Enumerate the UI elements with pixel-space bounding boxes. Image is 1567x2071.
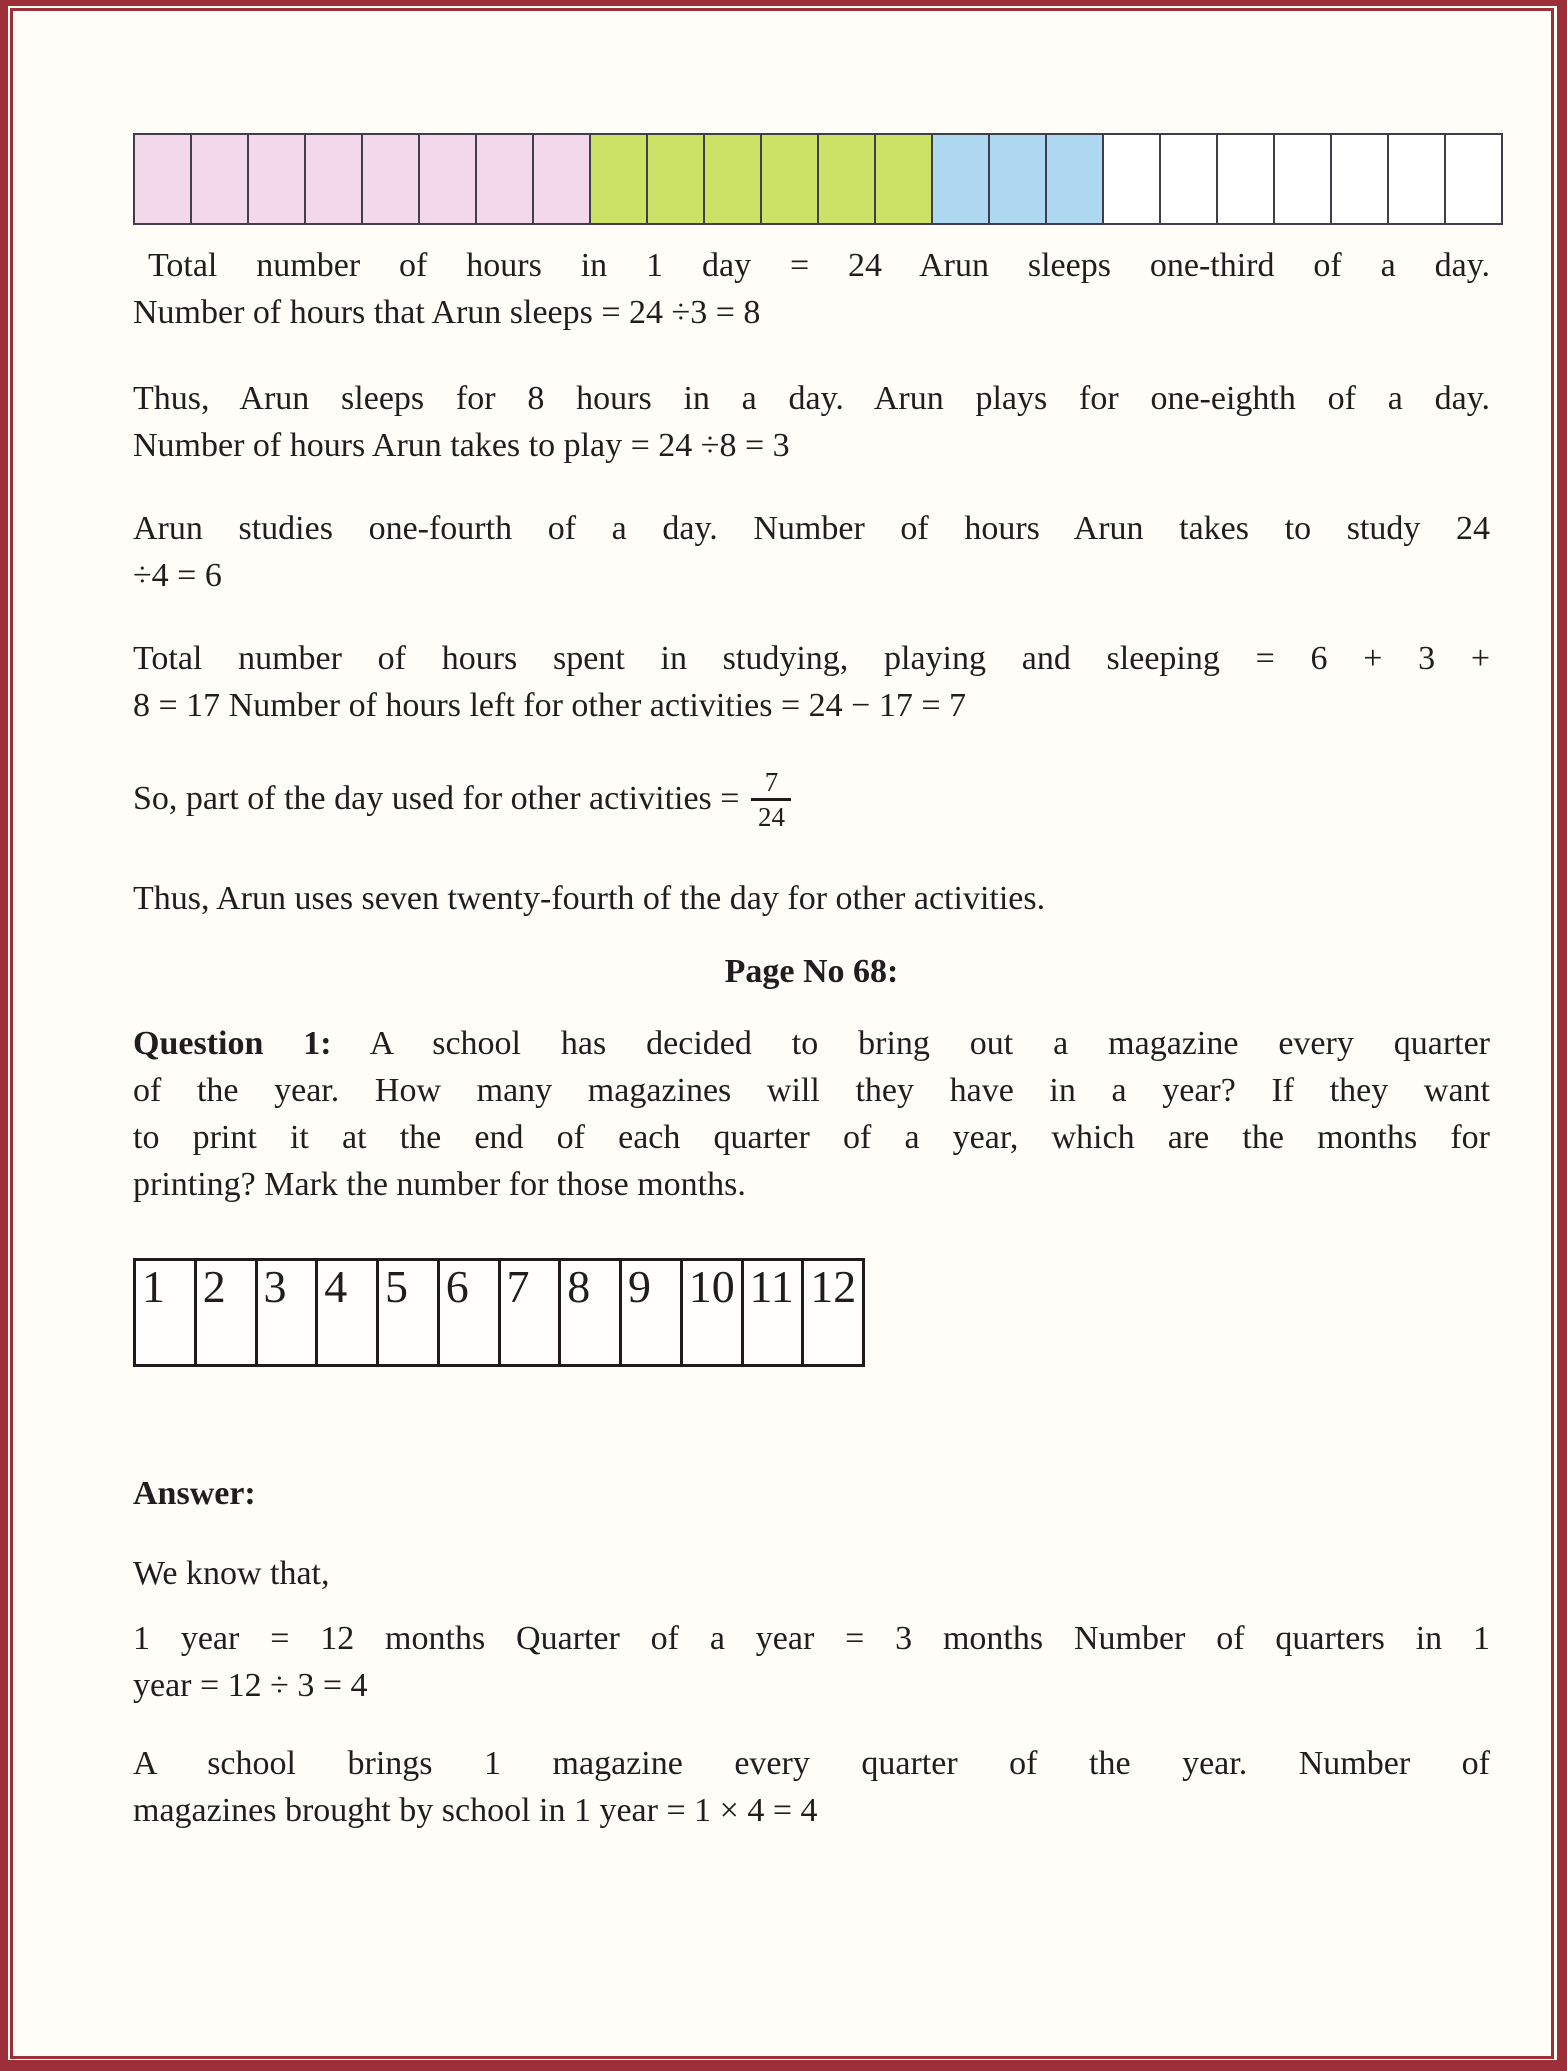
strip-cell-white bbox=[1387, 135, 1444, 223]
fraction-bar bbox=[751, 798, 791, 801]
question-line bbox=[133, 1020, 1490, 1067]
month-cell: 12 bbox=[801, 1261, 862, 1364]
question-label: Question 1: bbox=[133, 1025, 332, 1062]
strip-cell-green bbox=[817, 135, 874, 223]
strip-cell-blue bbox=[1045, 135, 1102, 223]
text-line: Arun studies one-fourth of a day. Number of hours Arun takes to study 24 bbox=[133, 510, 1490, 547]
month-cell: 1 bbox=[142, 1261, 165, 1312]
month-cell: 2 bbox=[194, 1261, 255, 1364]
strip-cell-white bbox=[1330, 135, 1387, 223]
month-cell: 9 bbox=[619, 1261, 680, 1364]
text-line: 8 = 17 Number of hours left for other activities = 24 − 17 = 7 bbox=[133, 687, 967, 724]
text-line: ÷4 = 6 bbox=[133, 557, 222, 594]
fraction-lead-text: So, part of the day used for other activities = bbox=[133, 780, 740, 817]
question-line: printing? Mark the number for those months. bbox=[133, 1166, 746, 1203]
question-line: of the year. How many magazines will they have in a year? If they want bbox=[133, 1072, 1490, 1109]
month-cell: 3 bbox=[255, 1261, 316, 1364]
strip-cell-pink bbox=[361, 135, 418, 223]
strip-cell-white bbox=[1273, 135, 1330, 223]
strip-cell-pink bbox=[532, 135, 589, 223]
text-line: Thus, Arun sleeps for 8 hours in a day. Arun plays for one-eighth of a day. bbox=[133, 380, 1490, 417]
strip-cell-white bbox=[1444, 135, 1501, 223]
text-line: Total number of hours spent in studying, playing and sleeping = 6 + 3 + bbox=[133, 640, 1490, 677]
answer-quarters-paragraph bbox=[133, 1615, 1490, 1709]
month-cell: 6 bbox=[437, 1261, 498, 1364]
strip-cell-green bbox=[760, 135, 817, 223]
text-line: 1 year = 12 months Quarter of a year = 3 months Number of quarters in 1 bbox=[133, 1620, 1490, 1657]
month-cell: 11 bbox=[741, 1261, 802, 1364]
strip-cell-green bbox=[703, 135, 760, 223]
strip-cell-blue bbox=[988, 135, 1045, 223]
strip-cell-pink bbox=[247, 135, 304, 223]
fraction-numerator: 7 bbox=[764, 766, 779, 797]
fraction-strip bbox=[133, 133, 1503, 225]
strip-cell-blue bbox=[931, 135, 988, 223]
strip-cell-green bbox=[646, 135, 703, 223]
strip-cell-pink bbox=[135, 135, 190, 223]
month-cell: 5 bbox=[376, 1261, 437, 1364]
text-line: Number of hours Arun takes to play = 24 ÷8 = 3 bbox=[133, 427, 790, 464]
answer-magazines-paragraph bbox=[133, 1740, 1490, 1834]
text-line: year = 12 ÷ 3 = 4 bbox=[133, 1667, 368, 1704]
strip-cell-pink bbox=[304, 135, 361, 223]
strip-cell-white bbox=[1159, 135, 1216, 223]
paragraph-hours-total bbox=[133, 242, 1490, 336]
strip-cell-green bbox=[589, 135, 646, 223]
text-line: Number of hours that Arun sleeps = 24 ÷3 = 8 bbox=[133, 294, 761, 331]
question-line: to print it at the end of each quarter of a year, which are the months for bbox=[133, 1119, 1490, 1156]
strip-cell-pink bbox=[190, 135, 247, 223]
paragraph-total-hours bbox=[133, 635, 1490, 729]
strip-cell-green bbox=[874, 135, 931, 223]
answer-heading: Answer: bbox=[133, 1475, 256, 1512]
text-line: Total number of hours in 1 day = 24 Arun sleeps one-third of a day. bbox=[148, 247, 1490, 284]
question-text: A school has decided to bring out a magazine every quarter bbox=[369, 1025, 1491, 1062]
text-line: A school brings 1 magazine every quarter of the year. Number of bbox=[133, 1745, 1490, 1782]
month-cell: 7 bbox=[498, 1261, 559, 1364]
month-cell: 10 bbox=[680, 1261, 741, 1364]
strip-cell-white bbox=[1216, 135, 1273, 223]
page-content bbox=[133, 0, 1490, 1834]
strip-cell-pink bbox=[475, 135, 532, 223]
months-table bbox=[133, 1258, 865, 1367]
month-cell: 4 bbox=[315, 1261, 376, 1364]
fraction-7-24 bbox=[751, 767, 791, 832]
strip-cell-white bbox=[1102, 135, 1159, 223]
month-cell: 8 bbox=[558, 1261, 619, 1364]
paragraph-study bbox=[133, 505, 1490, 599]
page-number-heading: Page No 68: bbox=[724, 953, 899, 990]
paragraph-fraction bbox=[133, 757, 1490, 841]
answer-intro: We know that, bbox=[133, 1555, 330, 1592]
paragraph-conclusion: Thus, Arun uses seven twenty-fourth of the day for other activities. bbox=[133, 880, 1046, 917]
fraction-denominator: 24 bbox=[757, 801, 785, 832]
paragraph-sleep-play bbox=[133, 375, 1490, 469]
question-1-paragraph bbox=[133, 1020, 1490, 1208]
strip-cell-pink bbox=[418, 135, 475, 223]
text-line: magazines brought by school in 1 year = 1 × 4 = 4 bbox=[133, 1792, 818, 1829]
